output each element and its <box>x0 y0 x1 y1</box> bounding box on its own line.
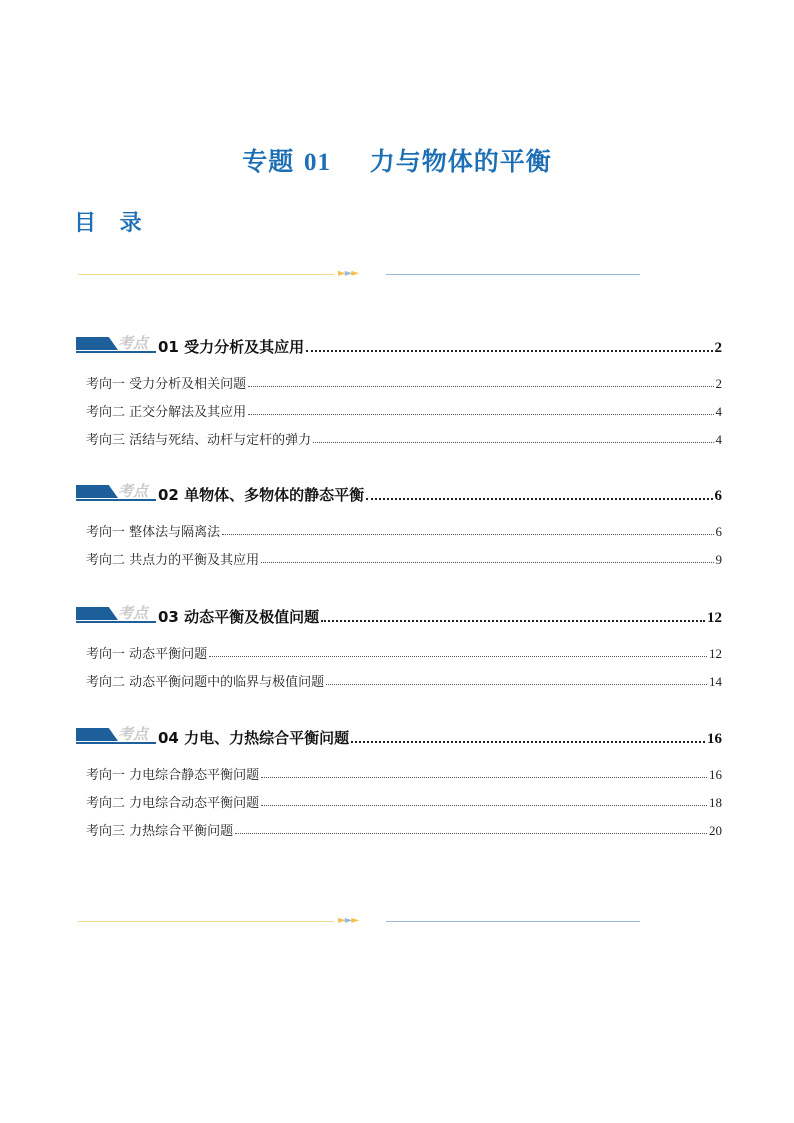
toc-section-4 <box>76 727 722 839</box>
triple-arrow-icon: ►►► <box>338 268 359 279</box>
toc-entry[interactable]: 考向二 共点力的平衡及其应用 9 <box>86 552 722 568</box>
toc-section-2 <box>76 484 722 568</box>
toc-entry[interactable]: 考向一 整体法与隔离法 6 <box>86 524 722 540</box>
toc-entry[interactable]: 考向三 力热综合平衡问题 20 <box>86 823 722 839</box>
toc-entry[interactable]: 考向一 动态平衡问题 12 <box>86 646 722 662</box>
toc-section-3 <box>76 606 722 690</box>
toc-entry[interactable]: 考向三 活结与死结、动杆与定杆的弹力 4 <box>86 432 722 448</box>
toc-entry-section[interactable]: 04 力电、力热综合平衡问题 16 <box>158 729 722 747</box>
divider-top <box>78 270 640 280</box>
divider-bottom <box>78 917 640 927</box>
toc-entry[interactable]: 考向一 受力分析及相关问题 2 <box>86 376 722 392</box>
toc-entry[interactable]: 考向一 力电综合静态平衡问题 16 <box>86 767 722 783</box>
title-main: 力与物体的平衡 <box>369 147 552 176</box>
page-title <box>0 142 794 178</box>
toc-entry[interactable]: 考向二 正交分解法及其应用 4 <box>86 404 722 420</box>
toc-heading: 目 录 <box>74 211 150 236</box>
triple-arrow-icon: ►►► <box>338 915 359 926</box>
toc-entry-section[interactable]: 01 受力分析及其应用 2 <box>158 338 722 356</box>
kaodian-badge: 考点 <box>76 484 158 504</box>
kaodian-badge: 考点 <box>76 606 158 626</box>
kaodian-badge: 考点 <box>76 727 158 747</box>
toc-section-1 <box>76 336 722 448</box>
title-prefix: 专题 <box>242 147 295 176</box>
title-number: 01 <box>303 149 331 176</box>
kaodian-badge: 考点 <box>76 336 158 356</box>
toc-entry[interactable]: 考向二 力电综合动态平衡问题 18 <box>86 795 722 811</box>
toc-entry[interactable]: 考向二 动态平衡问题中的临界与极值问题 14 <box>86 674 722 690</box>
toc-entry-section[interactable]: 02 单物体、多物体的静态平衡 6 <box>158 486 722 504</box>
toc-entry-section[interactable]: 03 动态平衡及极值问题 12 <box>158 608 722 626</box>
